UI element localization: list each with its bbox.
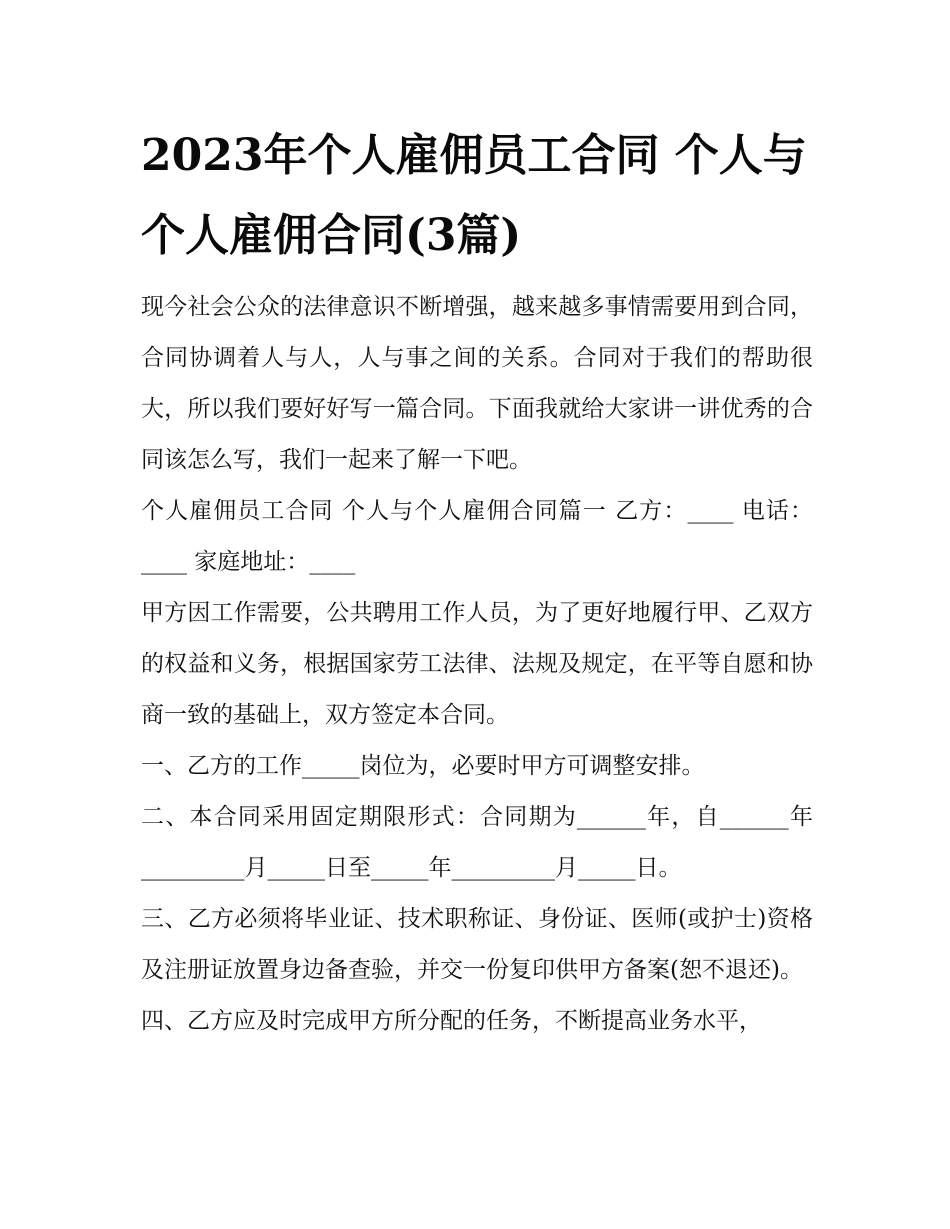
contract-heading-line: 个人雇佣员工合同 个人与个人雇佣合同篇一 乙方：____ 电话：____ 家庭地址：____ bbox=[141, 498, 813, 575]
clause-4: 四、乙方应及时完成甲方所分配的任务，不断提高业务水平， bbox=[141, 1008, 762, 1034]
document-body bbox=[141, 116, 813, 1047]
clause-2: 二、本合同采用固定期限形式：合同期为______年，自______年_________月_____日至_____年_________月_____日。 bbox=[141, 804, 813, 881]
clause-3: 三、乙方必须将毕业证、技术职称证、身份证、医师(或护士)资格及注册证放置身边备查验，并交一份复印供甲方备案(恕不退还)。 bbox=[141, 906, 813, 983]
document-title: 2023年个人雇佣员工合同 个人与个人雇佣合同(3篇) bbox=[141, 130, 807, 261]
intro-paragraph: 现今社会公众的法律意识不断增强，越来越多事情需要用到合同，合同协调着人与人，人与事之间的关系。合同对于我们的帮助很大，所以我们要好好写一篇合同。下面我就给大家讲一讲优秀的合同该怎么写，我们一起来了解一下吧。 bbox=[141, 294, 813, 473]
clause-1: 一、乙方的工作_____岗位为，必要时甲方可调整安排。 bbox=[141, 753, 705, 779]
preamble-paragraph: 甲方因工作需要，公共聘用工作人员，为了更好地履行甲、乙双方的权益和义务，根据国家劳工法律、法规及规定，在平等自愿和协商一致的基础上，双方签定本合同。 bbox=[141, 600, 813, 728]
